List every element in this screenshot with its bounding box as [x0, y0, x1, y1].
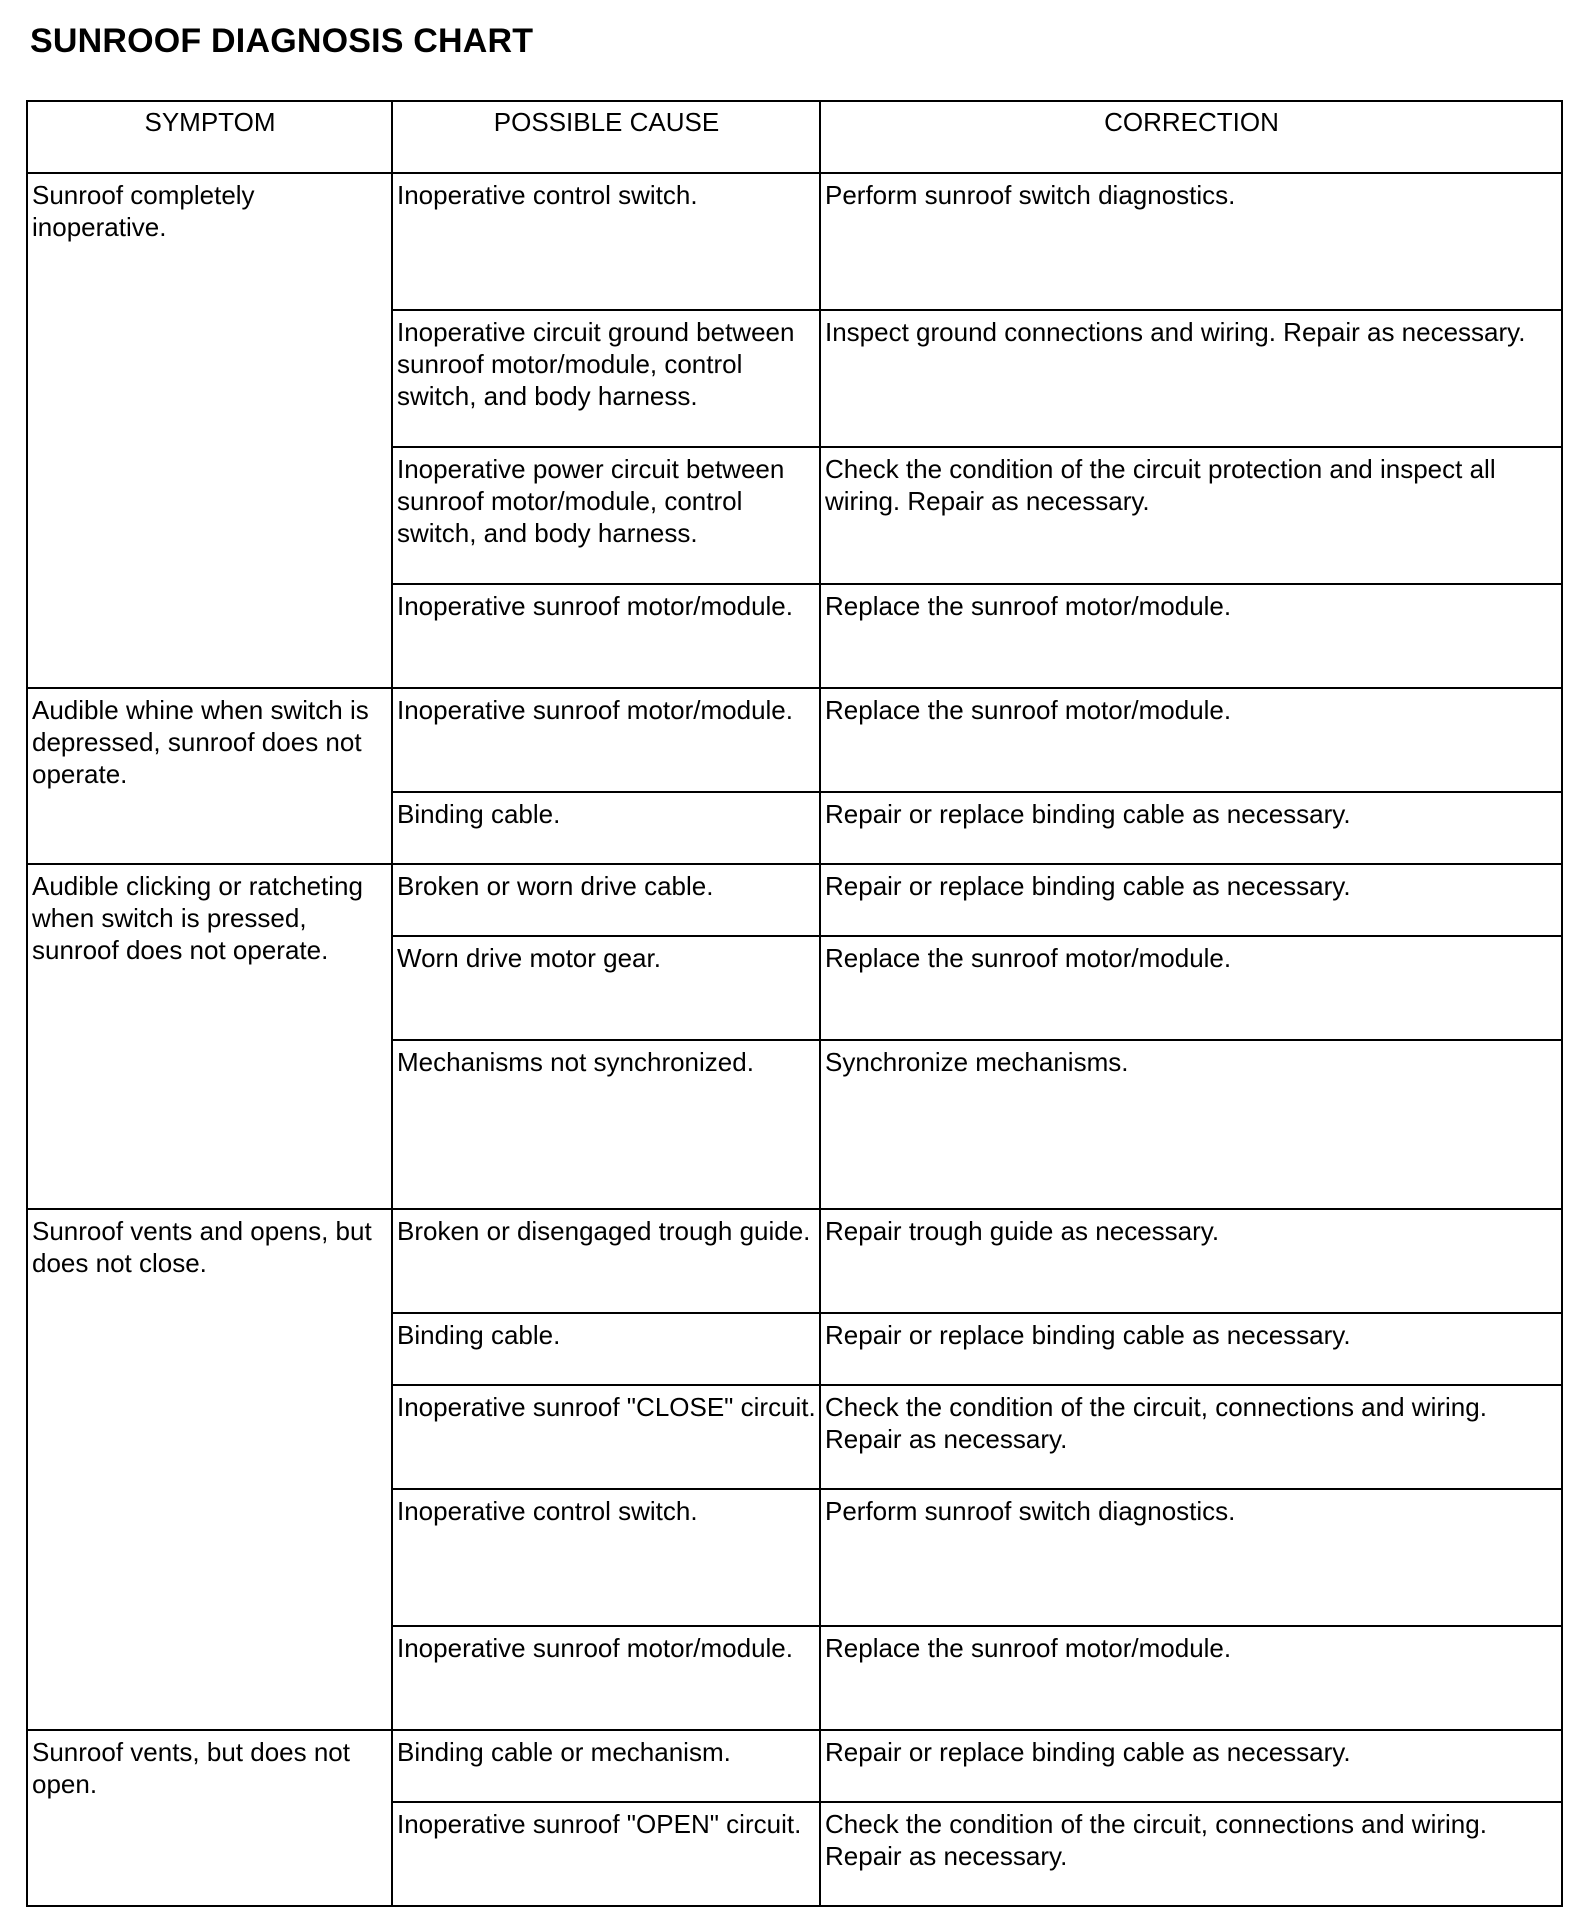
- cause-cell: Inoperative sunroof motor/module.: [392, 584, 820, 688]
- correction-cell: Repair or replace binding cable as necessary.: [820, 1313, 1562, 1385]
- cause-cell: Inoperative sunroof "OPEN" circuit.: [392, 1802, 820, 1906]
- page-title: SUNROOF DIAGNOSIS CHART: [30, 22, 534, 60]
- cause-cell: Worn drive motor gear.: [392, 936, 820, 1040]
- correction-cell: Repair trough guide as necessary.: [820, 1209, 1562, 1313]
- symptom-cell: Sunroof completely inoperative.: [27, 173, 392, 688]
- column-header-cause: POSSIBLE CAUSE: [392, 101, 820, 173]
- correction-cell: Replace the sunroof motor/module.: [820, 1626, 1562, 1730]
- correction-cell: Inspect ground connections and wiring. Repair as necessary.: [820, 310, 1562, 447]
- correction-cell: Perform sunroof switch diagnostics.: [820, 1489, 1562, 1626]
- diagnosis-table: [26, 100, 1563, 1907]
- table-row: [27, 688, 1562, 792]
- correction-cell: Replace the sunroof motor/module.: [820, 688, 1562, 792]
- cause-cell: Inoperative circuit ground between sunroof motor/module, control switch, and body harness.: [392, 310, 820, 447]
- cause-cell: Inoperative control switch.: [392, 173, 820, 310]
- cause-cell: Mechanisms not synchronized.: [392, 1040, 820, 1209]
- cause-cell: Binding cable or mechanism.: [392, 1730, 820, 1802]
- correction-cell: Check the condition of the circuit, connections and wiring. Repair as necessary.: [820, 1385, 1562, 1489]
- cause-cell: Binding cable.: [392, 1313, 820, 1385]
- correction-cell: Repair or replace binding cable as necessary.: [820, 792, 1562, 864]
- symptom-cell: Sunroof vents, but does not open.: [27, 1730, 392, 1906]
- column-header-correction: CORRECTION: [820, 101, 1562, 173]
- correction-cell: Repair or replace binding cable as necessary.: [820, 1730, 1562, 1802]
- cause-cell: Inoperative sunroof motor/module.: [392, 1626, 820, 1730]
- cause-cell: Inoperative power circuit between sunroof motor/module, control switch, and body harness.: [392, 447, 820, 584]
- column-header-symptom: SYMPTOM: [27, 101, 392, 173]
- correction-cell: Repair or replace binding cable as necessary.: [820, 864, 1562, 936]
- table-row: [27, 173, 1562, 310]
- cause-cell: Binding cable.: [392, 792, 820, 864]
- correction-cell: Check the condition of the circuit protection and inspect all wiring. Repair as necessary.: [820, 447, 1562, 584]
- cause-cell: Inoperative sunroof motor/module.: [392, 688, 820, 792]
- cause-cell: Broken or disengaged trough guide.: [392, 1209, 820, 1313]
- symptom-cell: Audible whine when switch is depressed, sunroof does not operate.: [27, 688, 392, 864]
- cause-cell: Inoperative control switch.: [392, 1489, 820, 1626]
- header-row: [27, 101, 1562, 173]
- table-row: [27, 1209, 1562, 1313]
- cause-cell: Inoperative sunroof "CLOSE" circuit.: [392, 1385, 820, 1489]
- symptom-cell: Audible clicking or ratcheting when switch is pressed, sunroof does not operate.: [27, 864, 392, 1209]
- correction-cell: Synchronize mechanisms.: [820, 1040, 1562, 1209]
- correction-cell: Check the condition of the circuit, connections and wiring. Repair as necessary.: [820, 1802, 1562, 1906]
- symptom-cell: Sunroof vents and opens, but does not close.: [27, 1209, 392, 1730]
- correction-cell: Replace the sunroof motor/module.: [820, 936, 1562, 1040]
- correction-cell: Perform sunroof switch diagnostics.: [820, 173, 1562, 310]
- correction-cell: Replace the sunroof motor/module.: [820, 584, 1562, 688]
- table-row: [27, 1730, 1562, 1802]
- table-row: [27, 864, 1562, 936]
- cause-cell: Broken or worn drive cable.: [392, 864, 820, 936]
